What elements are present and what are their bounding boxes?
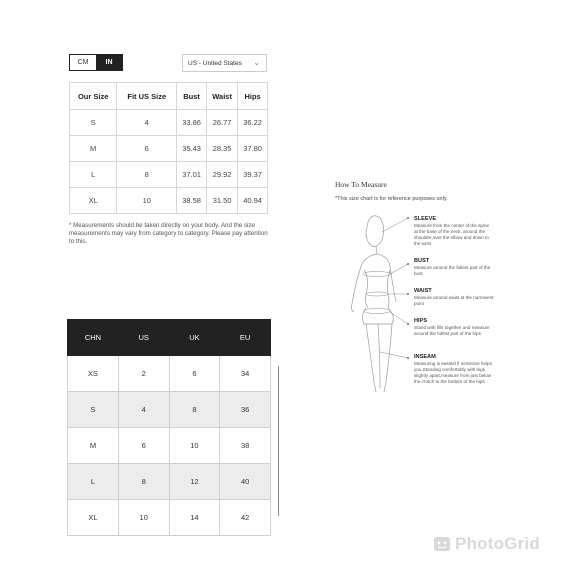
unit-in-button[interactable]: IN — [96, 55, 122, 70]
region-select[interactable] — [182, 54, 267, 72]
measure-item-text: Measure around the fullest part of the bust — [414, 265, 491, 276]
table-cell: L — [70, 162, 117, 188]
table-cell: 6 — [117, 136, 177, 162]
table-cell: 10 — [118, 500, 169, 536]
table-cell: 37.80 — [238, 136, 268, 162]
table-cell: 35.43 — [177, 136, 207, 162]
table-cell: XS — [68, 356, 119, 392]
table-cell: M — [70, 136, 117, 162]
col-header: EU — [220, 320, 271, 356]
table-cell: 14 — [169, 500, 220, 536]
table-cell: 31.50 — [206, 188, 237, 214]
table-cell: 10 — [117, 188, 177, 214]
table-cell: 4 — [118, 392, 169, 428]
table-cell: 39.37 — [238, 162, 268, 188]
unit-cm-button[interactable]: CM — [70, 55, 96, 70]
table-row — [68, 392, 271, 428]
photogrid-watermark — [432, 534, 540, 554]
scrollbar[interactable] — [278, 366, 279, 516]
measure-item-text: Measure from the center of the spine at the base of the neck, around the shoulder,over the elbow and down to the wrist — [414, 223, 490, 246]
region-select-value: US - United States — [188, 59, 242, 67]
table-row — [70, 162, 268, 188]
table-cell: 12 — [169, 464, 220, 500]
table-cell: 36 — [220, 392, 271, 428]
col-header: US — [118, 320, 169, 356]
chevron-down-icon: ⌄ — [253, 58, 260, 67]
table-header-row — [70, 83, 268, 110]
table-cell: S — [68, 392, 119, 428]
table-row — [70, 188, 268, 214]
fit-size-table — [69, 82, 268, 214]
table-cell: 40 — [220, 464, 271, 500]
table-row — [68, 500, 271, 536]
table-cell: XL — [70, 188, 117, 214]
col-header: CHN — [68, 320, 119, 356]
table-cell: XL — [68, 500, 119, 536]
col-header: UK — [169, 320, 220, 356]
table-cell: 36.22 — [238, 110, 268, 136]
col-header: Fit US Size — [117, 83, 177, 110]
table-cell: 29.92 — [206, 162, 237, 188]
how-to-measure-subtitle: *This size chart is for reference purposes only. — [335, 196, 448, 202]
measure-item-heading: HIPS — [414, 318, 428, 324]
col-header: Waist — [206, 83, 237, 110]
unit-toggle[interactable] — [69, 54, 123, 71]
table-row — [68, 464, 271, 500]
col-header: Bust — [177, 83, 207, 110]
measure-item-bust — [414, 258, 494, 277]
table-cell: 38 — [220, 428, 271, 464]
measure-item-text: Stand with fills together and measure around the fullest part of the hips — [414, 325, 490, 336]
table-cell: 33.86 — [177, 110, 207, 136]
size-conversion-table — [67, 319, 271, 536]
measure-item-heading: BUST — [414, 258, 430, 264]
table-cell: M — [68, 428, 119, 464]
measure-item-inseam — [414, 354, 494, 385]
table-cell: L — [68, 464, 119, 500]
measure-figure — [330, 212, 500, 402]
table-header-row — [68, 320, 271, 356]
table-cell: 28.35 — [206, 136, 237, 162]
table-cell: 34 — [220, 356, 271, 392]
table-cell: 10 — [169, 428, 220, 464]
table-cell: 4 — [117, 110, 177, 136]
table-cell: 40.94 — [238, 188, 268, 214]
table-cell: 37.01 — [177, 162, 207, 188]
col-header: Our Size — [70, 83, 117, 110]
watermark-text: PhotoGrid — [455, 534, 540, 553]
measure-item-waist — [414, 288, 494, 307]
measure-item-text: Measure around waist at the narrowest point — [414, 295, 494, 306]
measure-item-text: Measuring is easiest if someone helps you.Standing comfortably with legs slightly apart,measure from just below the crotch to the bottom of the hips — [414, 361, 492, 384]
table-cell: 6 — [118, 428, 169, 464]
table-cell: 8 — [118, 464, 169, 500]
table-cell: 42 — [220, 500, 271, 536]
table-row — [68, 428, 271, 464]
measure-item-heading: SLEEVE — [414, 216, 437, 222]
table-row — [70, 110, 268, 136]
table-cell: 8 — [117, 162, 177, 188]
table-cell: 8 — [169, 392, 220, 428]
table-cell: 38.58 — [177, 188, 207, 214]
table-cell: 26.77 — [206, 110, 237, 136]
table-cell: S — [70, 110, 117, 136]
table-row — [70, 136, 268, 162]
measure-item-heading: WAIST — [414, 288, 432, 294]
measurement-note: * Measurements should be taken directly on your body. And the size measurements may vary from category to category. Please pay attention to this. — [69, 222, 268, 245]
measure-item-sleeve — [414, 216, 494, 247]
table-cell: 6 — [169, 356, 220, 392]
table-cell: 2 — [118, 356, 169, 392]
how-to-measure-title: How To Measure — [335, 180, 387, 189]
table-row — [68, 356, 271, 392]
col-header: Hips — [238, 83, 268, 110]
measure-item-hips — [414, 318, 494, 337]
photogrid-logo-icon — [432, 535, 452, 553]
measure-item-heading: INSEAM — [414, 354, 436, 360]
